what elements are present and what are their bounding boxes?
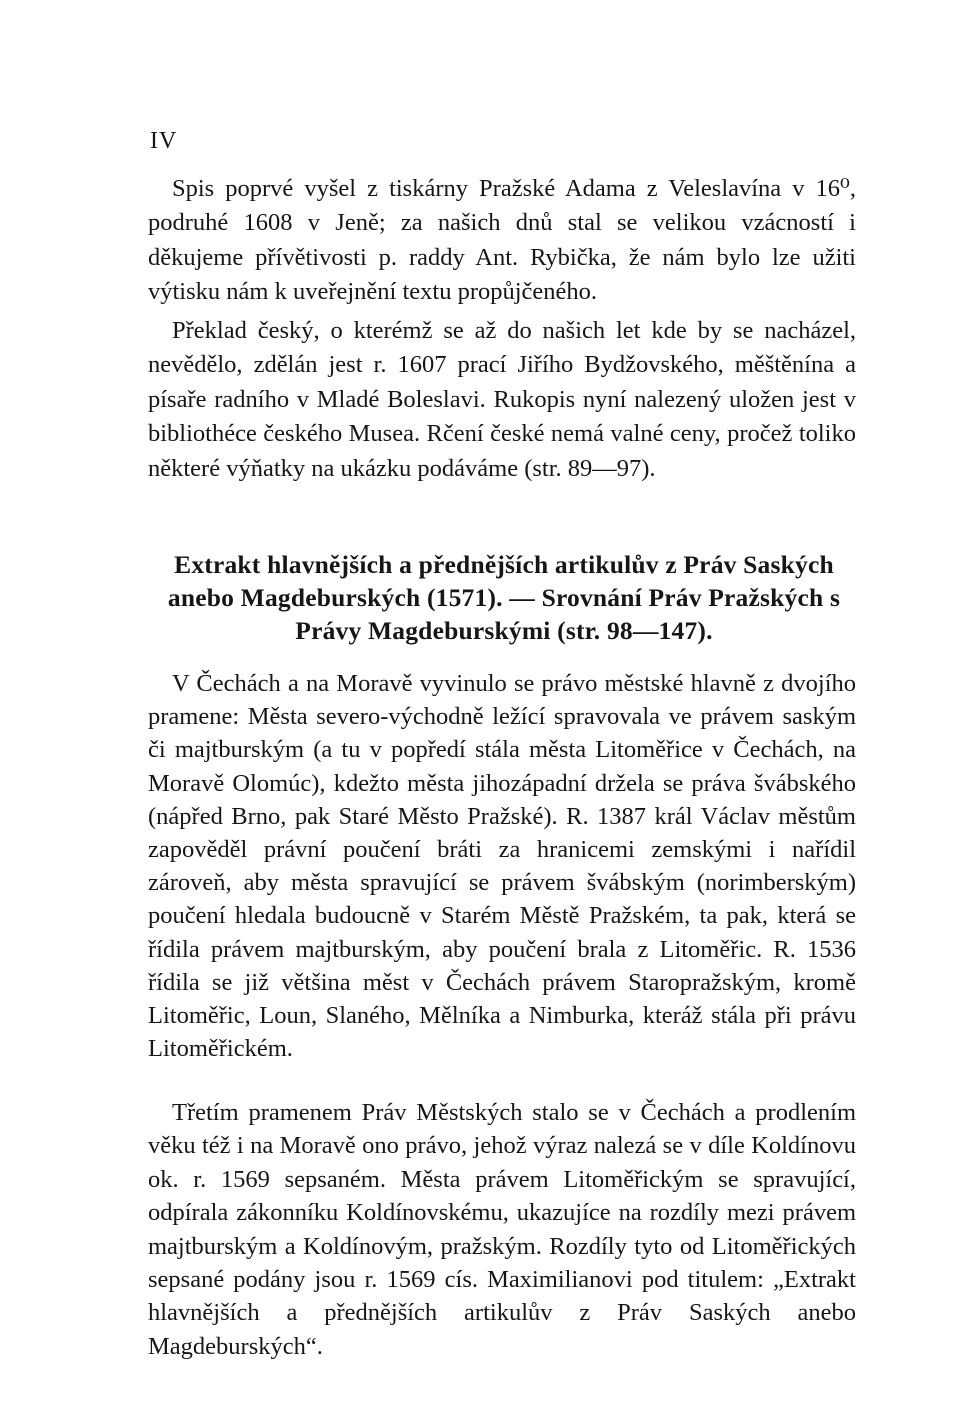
page-number: IV bbox=[150, 128, 178, 154]
paragraph-third-source: Třetím pramenem Práv Městských stalo se v Čechách a prodlením věku též i na Moravě ono právo, jehož výraz nalezá se v díle Koldínovu ok. r. 1569 sepsaném. Města právem Litoměřickým se spravující, odpírala zákonníku Koldínovskému, ukazujíce na rozdíly mezi právem majtburským a Koldínovým, pražským. Rozdíly tyto od Litoměřických sepsané podány jsou r. 1569 cís. Maximilianovi pod titulem: „Extrakt hlavnějších a přednějších artikulův z Práv Saských anebo Magdeburských“. bbox=[148, 1099, 856, 1360]
paragraph-czech-translation: Překlad český, o kterémž se až do našich let kde by se nacházel, nevědělo, zdělán jest r. 1607 prací Jiřího Bydžovského, měštěnína a písaře radního v Mladé Boleslavi. Rukopis nyní nalezený uložen jest v bibliothéce českého Musea. Rčení české nemá valné ceny, pročež toliko některé výňatky na ukázku podáváme (str. 89—97). bbox=[148, 317, 856, 482]
paragraph-town-law-sources: V Čechách a na Moravě vyvinulo se právo městské hlavně z dvojího pramene: Města severo-východně ležící spravovala ve právem saským či majtburským (a tu v popředí stála města Litoměřice v Čechách, na Moravě Olomúc), kdežto města jihozápadní držela se práva švábského (nápřed Brno, pak Staré Město Pražské). R. 1387 král Václav městům zapověděl právní poučení bráti za hranicemi zemskými i nařídil zároveň, aby města spravující se právem švábským (norimberským) poučení hledala budoucně v Starém Městě Pražském, ta pak, která se řídila právem majtburským, aby poučení brala z Litoměřic. R. 1536 řídila se již většina měst v Čechách právem Staropražským, kromě Litoměřic, Loun, Slaného, Mělníka a Nimburka, kteráž stála při právu Litoměřickém. bbox=[148, 670, 856, 1063]
section-heading: Extrakt hlavnějších a přednějších artikulův z Práv Saských anebo Magdeburských (1571). — Srovnání Práv Pražských s Právy Magdeburskými (str. 98—147). bbox=[167, 550, 841, 645]
paragraph-edition-history: Spis poprvé vyšel z tiskárny Pražské Adama z Veleslavína v 16⁰, podruhé 1608 v Jeně; za našich dnů stal se velikou vzácností i děkujeme přívětivosti p. raddy Ant. Rybička, že nám bylo lze užiti výtisku nám k uveřejnění textu propůjčeného. bbox=[148, 175, 856, 306]
